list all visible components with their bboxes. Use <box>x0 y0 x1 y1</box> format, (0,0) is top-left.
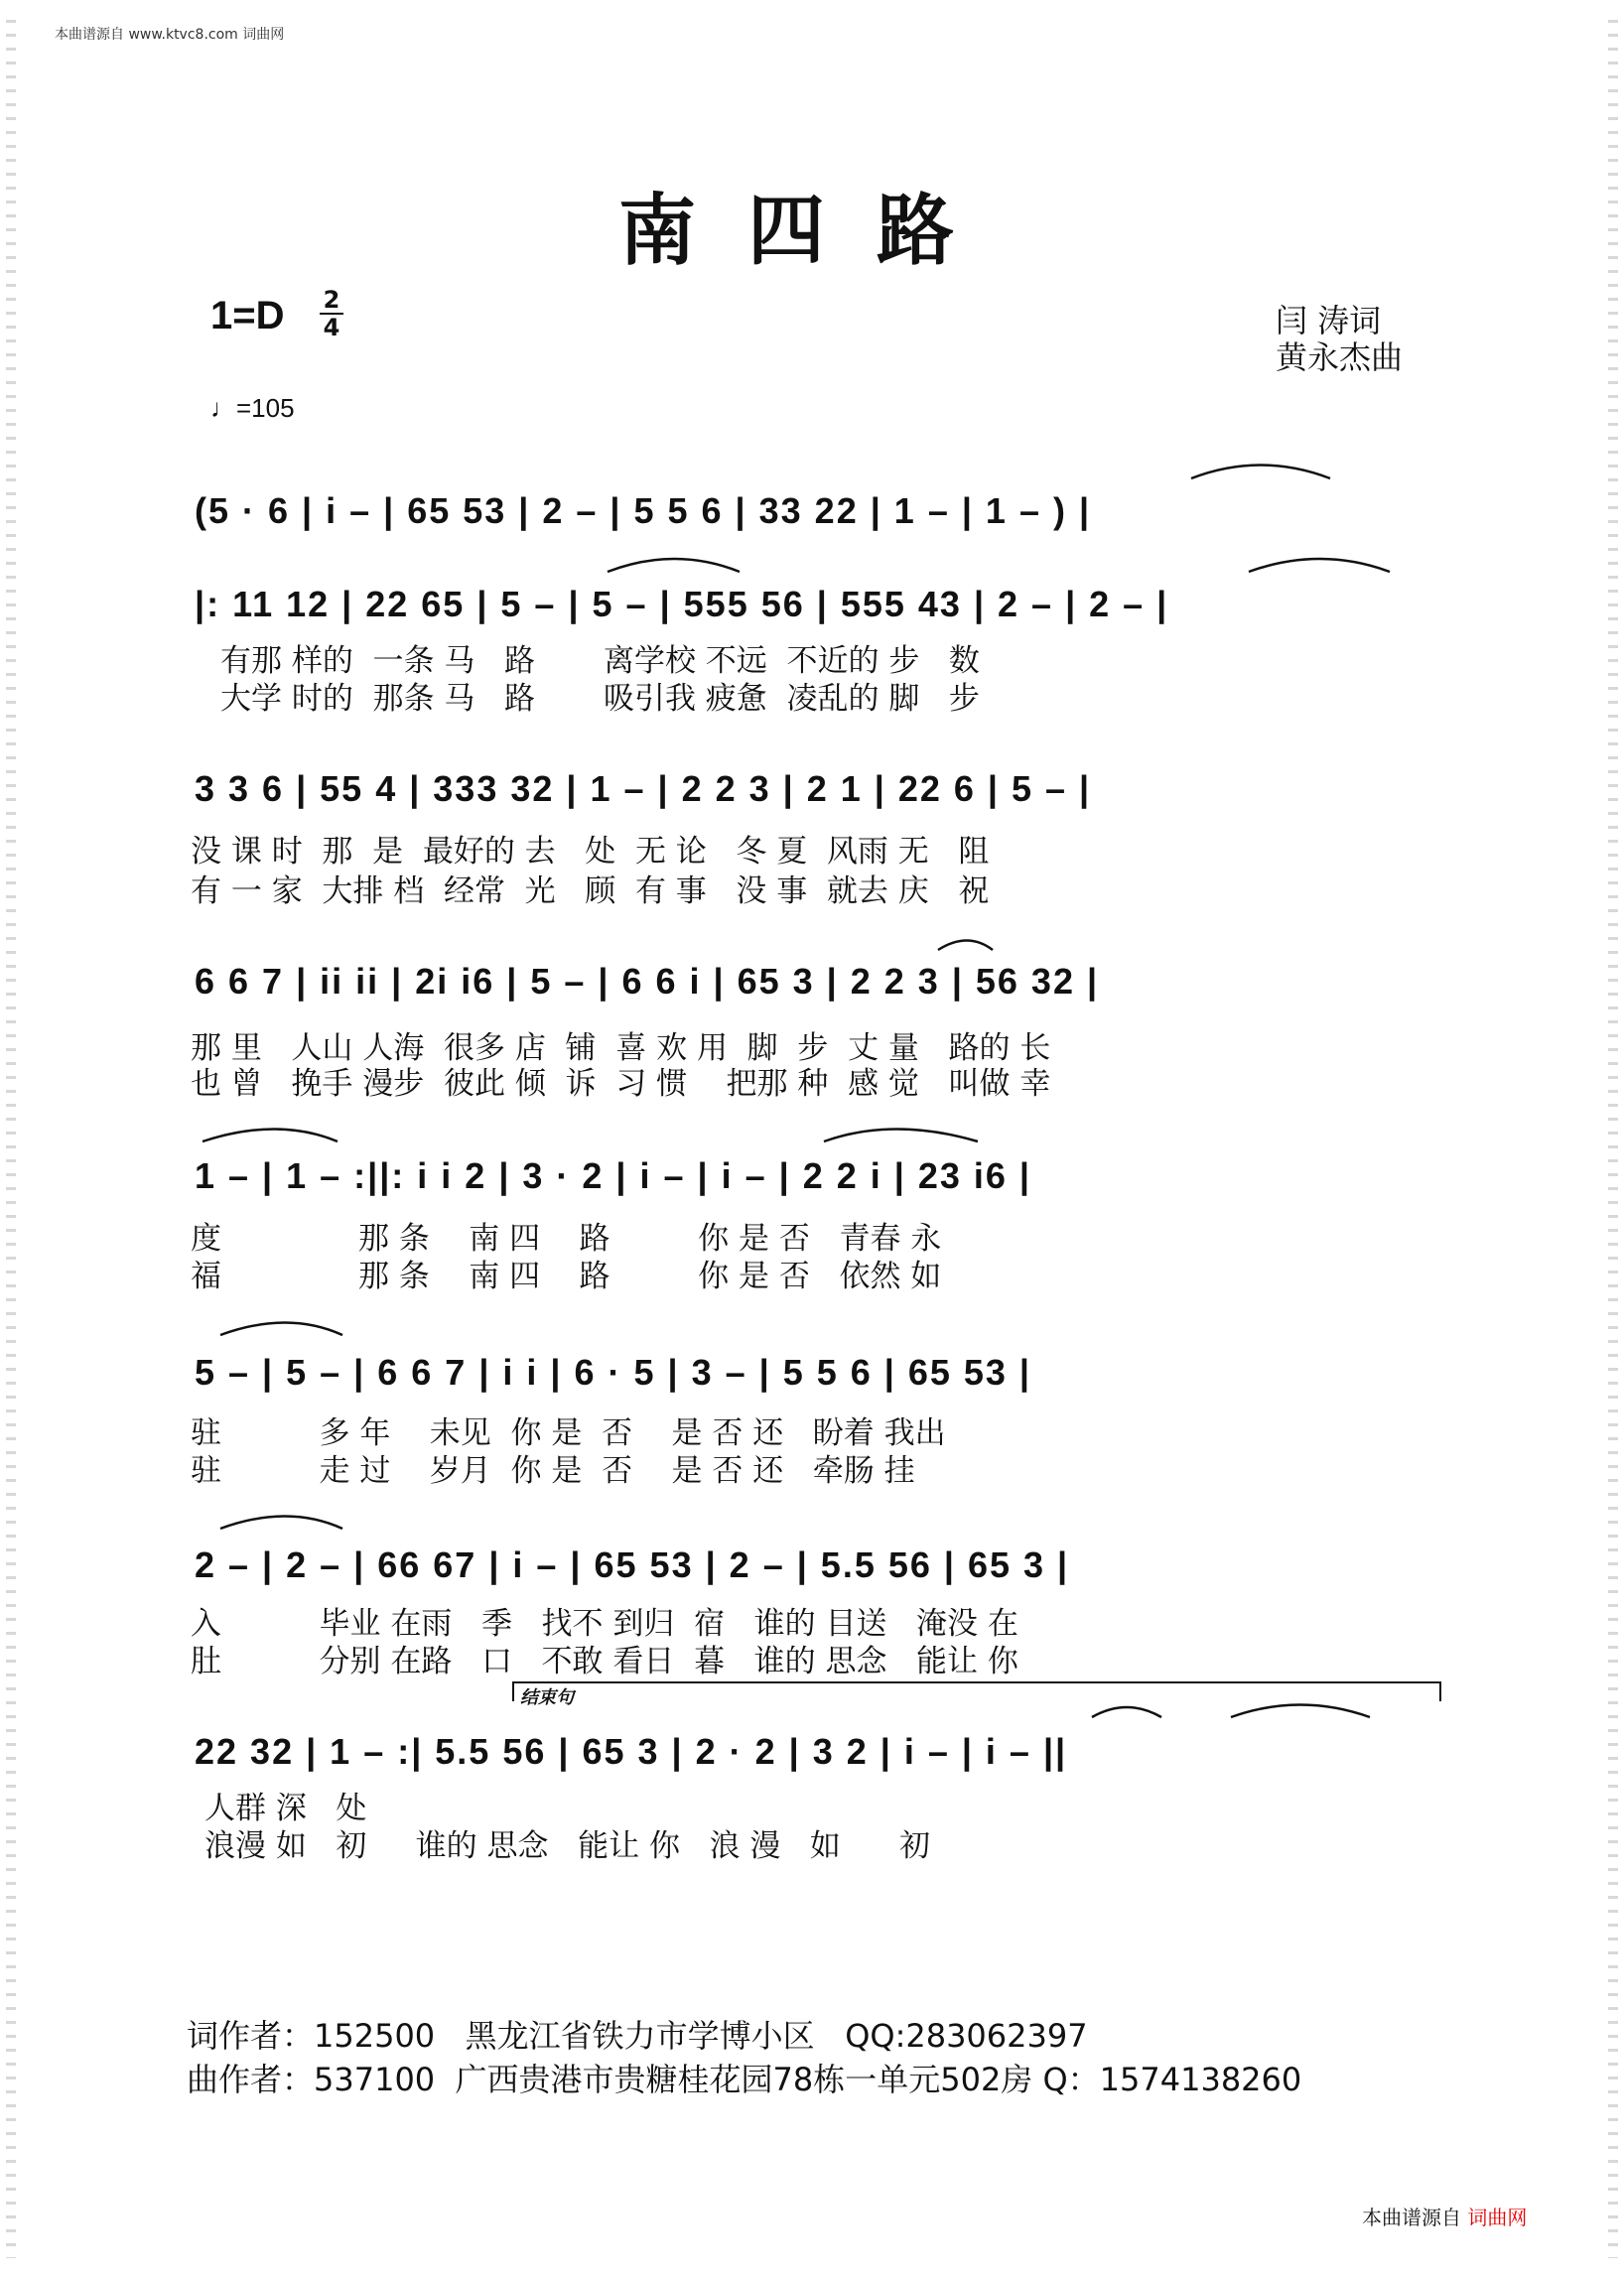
time-numerator: 2 <box>323 286 340 314</box>
ending-section-label: 结束句 <box>520 1687 574 1708</box>
footer-composer-info: 曲作者：537100 广西贵港市贵糖桂花园78栋一单元502房 Q：1574138260 <box>187 2061 1302 2098</box>
score-row-8-lyrics-2: 浪漫 如 初 谁的 思念 能让 你 浪 漫 如 初 <box>204 1828 931 1864</box>
score-row-3-lyrics-1: 没 课 时 那 是 最好的 去 处 无 论 冬 夏 风雨 无 阻 <box>191 834 990 870</box>
footer-lyricist-info: 词作者：152500 黑龙江省铁力市学博小区 QQ:283062397 <box>187 2017 1088 2055</box>
score-row-6-lyrics-1: 驻 多 年 未见 你 是 否 是 否 还 盼着 我出 <box>191 1415 946 1451</box>
slur <box>220 1323 342 1336</box>
score-row-7-lyrics-1: 入 毕业 在雨 季 找不 到归 宿 谁的 目送 淹没 在 <box>191 1606 1018 1642</box>
score-row-3-lyrics-2: 有 一 家 大排 档 经常 光 顾 有 事 没 事 就去 庆 祝 <box>191 873 990 909</box>
score-row-8-lyrics-1: 人群 深 处 <box>204 1791 367 1826</box>
slur <box>608 559 740 572</box>
score-row-1-notes: (5 · 6 | i – | 65 53 | 2 – | 5 5 6 | 33 22 | 1 – | 1 – ) | <box>195 490 1092 531</box>
lyricist-credit: 闫 涛词 <box>1276 302 1382 339</box>
score-row-5-lyrics-2: 福 那 条 南 四 路 你 是 否 依然 如 <box>191 1259 942 1294</box>
score-row-2-notes: |: 11 12 | 22 65 | 5 – | 5 – | 555 56 | 555 43 | 2 – | 2 – | <box>195 584 1169 624</box>
score-row-8-notes: 22 32 | 1 – :| 5.5 56 | 65 3 | 2 · 2 | 3 2 | i – | i – || <box>195 1731 1068 1772</box>
slur <box>824 1130 978 1142</box>
score-row-4-lyrics-2: 也 曾 挽手 漫步 彼此 倾 诉 习 惯 把那 种 感 觉 叫做 幸 <box>191 1066 1051 1102</box>
score-row-6-notes: 5 – | 5 – | 6 6 7 | i i | 6 · 5 | 3 – | 5 5 6 | 65 53 | <box>195 1352 1032 1393</box>
score-row-7-lyrics-2: 肚 分别 在路 口 不敢 看日 暮 谁的 思念 能让 你 <box>191 1644 1018 1679</box>
slur <box>1249 559 1390 572</box>
score-row-2-lyrics-2: 大学 时的 那条 马 路 吸引我 疲惫 凌乱的 脚 步 <box>220 681 980 717</box>
song-title: 南四路 <box>617 187 1006 276</box>
score-row-4-notes: 6 6 7 | ii ii | 2i i6 | 5 – | 6 6 i | 65 3 | 2 2 3 | 56 32 | <box>195 961 1100 1002</box>
score-row-7-notes: 2 – | 2 – | 66 67 | i – | 65 53 | 2 – | 5.5 56 | 65 3 | <box>195 1544 1070 1585</box>
bottom-source-note <box>1362 2202 1527 2230</box>
slur <box>203 1130 338 1142</box>
source-note: 本曲谱源自 www.ktvc8.com 词曲网 <box>55 27 285 43</box>
slur <box>1231 1705 1370 1718</box>
composer-credit: 黄永杰曲 <box>1276 338 1404 376</box>
bottom-source-site: 词曲网 <box>1467 2206 1528 2229</box>
slur <box>938 941 993 951</box>
key-signature: 1=D <box>210 294 285 337</box>
score-row-6-lyrics-2: 驻 走 过 岁月 你 是 否 是 否 还 牵肠 挂 <box>191 1453 915 1489</box>
time-denominator: 4 <box>323 314 340 341</box>
score-row-4-lyrics-1: 那 里 人山 人海 很多 店 铺 喜 欢 用 脚 步 丈 量 路的 长 <box>191 1030 1051 1066</box>
score-row-5-notes: 1 – | 1 – :||: i i 2 | 3 · 2 | i – | i – | 2 2 i | 23 i6 | <box>195 1155 1031 1196</box>
score-row-5-lyrics-1: 度 那 条 南 四 路 你 是 否 青春 永 <box>191 1221 942 1257</box>
score-row-3-notes: 3 3 6 | 55 4 | 333 32 | 1 – | 2 2 3 | 2 1 | 22 6 | 5 – | <box>195 768 1092 809</box>
slur <box>1092 1707 1161 1717</box>
score-row-2-lyrics-1: 有那 样的 一条 马 路 离学校 不远 不近的 步 数 <box>220 643 980 679</box>
bottom-source-label: 本曲谱源自 <box>1362 2206 1461 2229</box>
slur <box>220 1517 342 1530</box>
tempo-marking: ♩=105 <box>210 393 295 423</box>
slur <box>1191 466 1330 479</box>
